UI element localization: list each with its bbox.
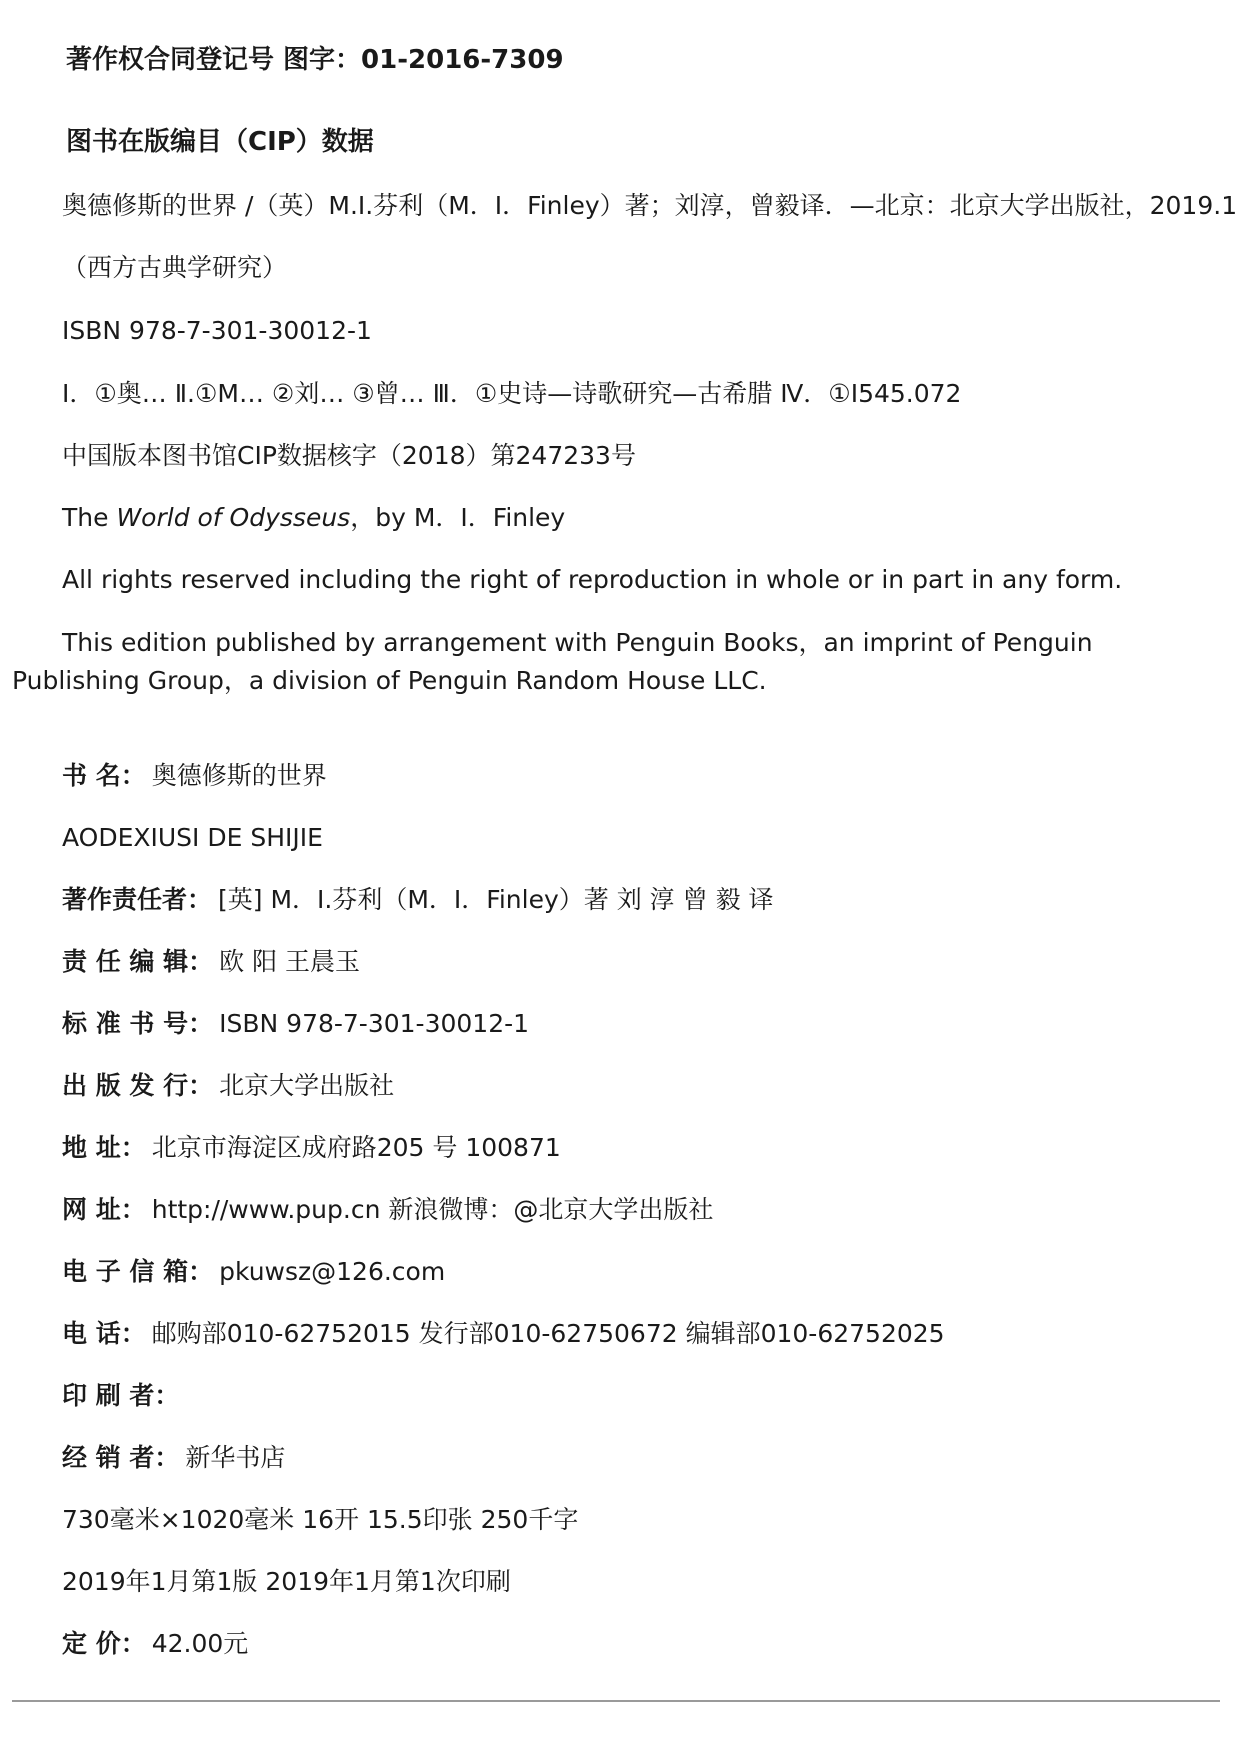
publisher-label: 出 版 发 行：: [62, 1071, 214, 1100]
cip-title: 图书在版编目（CIP）数据: [66, 127, 374, 157]
email-value[interactable]: pkuwsz@126.com: [219, 1257, 446, 1286]
responsible-label: 著作责任者：: [62, 885, 213, 914]
cip-classification: Ⅰ．①奥… Ⅱ.①M… ②刘… ③曾… Ⅲ．①史诗—诗歌研究—古希腊 Ⅳ．①I545.072: [62, 379, 962, 408]
cip-isbn: ISBN 978-7-301-30012-1: [62, 316, 372, 345]
price-value: 42.00元: [151, 1629, 249, 1658]
isbn-label: 标 准 书 号：: [62, 1009, 214, 1038]
registration-number: 著作权合同登记号 图字：01-2016-7309: [66, 45, 564, 75]
detail-edition: 2019年1月第1版 2019年1月第1次印刷: [62, 1567, 511, 1596]
address-label: 地 址：: [62, 1133, 146, 1162]
detail-publisher: [62, 1068, 1210, 1104]
phone-label: 电 话：: [62, 1319, 146, 1348]
cip-record-line: 奥德修斯的世界 /（英）M.I.芬利（M．I．Finley）著；刘淳，曾毅译．—北京：北京大学出版社，2019.1: [62, 191, 1238, 220]
book-name-label: 书 名：: [62, 761, 146, 790]
distributor-label: 经 销 者：: [62, 1443, 180, 1472]
detail-editor: [62, 944, 1210, 980]
detail-printer: [62, 1378, 1210, 1414]
rights-the: The: [62, 503, 117, 532]
isbn-value: ISBN 978-7-301-30012-1: [219, 1009, 530, 1038]
printer-label: 印 刷 者：: [62, 1381, 180, 1410]
detail-distributor: [62, 1440, 1210, 1476]
cip-verification: 中国版本图书馆CIP数据核字（2018）第247233号: [62, 441, 636, 470]
web-value[interactable]: http://www.pup.cn 新浪微博：@北京大学出版社: [151, 1195, 714, 1224]
detail-price: [62, 1626, 1210, 1662]
detail-responsible: [62, 882, 1210, 918]
cip-series: （西方古典学研究）: [62, 253, 288, 282]
distributor-value: 新华书店: [185, 1443, 286, 1472]
detail-email: [62, 1254, 1210, 1290]
rights-arrangement: This edition published by arrangement with Penguin Books，an imprint of Penguin Publishing Group，a division of Penguin Random House LLC.: [12, 628, 1093, 695]
rights-by: ，by M．I．Finley: [350, 503, 566, 532]
detail-web: [62, 1192, 1210, 1228]
web-label: 网 址：: [62, 1195, 146, 1224]
email-label: 电 子 信 箱：: [62, 1257, 214, 1286]
price-label: 定 价：: [62, 1629, 146, 1658]
work-title: World of Odysseus: [116, 503, 351, 532]
detail-format: 730毫米×1020毫米 16开 15.5印张 250千字: [62, 1505, 579, 1534]
address-value: 北京市海淀区成府路205 号 100871: [151, 1133, 561, 1162]
bottom-divider: [12, 1700, 1220, 1702]
detail-pinyin: AODEXIUSI DE SHIJIE: [62, 823, 323, 852]
detail-address: [62, 1130, 1210, 1166]
editor-label: 责 任 编 辑：: [62, 947, 214, 976]
phone-value: 邮购部010-62752015 发行部010-62750672 编辑部010-62752025: [151, 1319, 945, 1348]
book-name-value: 奥德修斯的世界: [151, 761, 327, 790]
rights-reserved: All rights reserved including the right of reproduction in whole or in part in any form.: [62, 565, 1123, 594]
detail-book-name: [62, 758, 1210, 794]
rights-title-line: [62, 500, 1210, 536]
detail-phone: [62, 1316, 1210, 1352]
editor-value: 欧 阳 王晨玉: [219, 947, 361, 976]
responsible-value: [英] M．I.芬利（M．I．Finley）著 刘 淳 曾 毅 译: [218, 885, 774, 914]
publisher-value: 北京大学出版社: [219, 1071, 395, 1100]
detail-isbn: [62, 1006, 1210, 1042]
